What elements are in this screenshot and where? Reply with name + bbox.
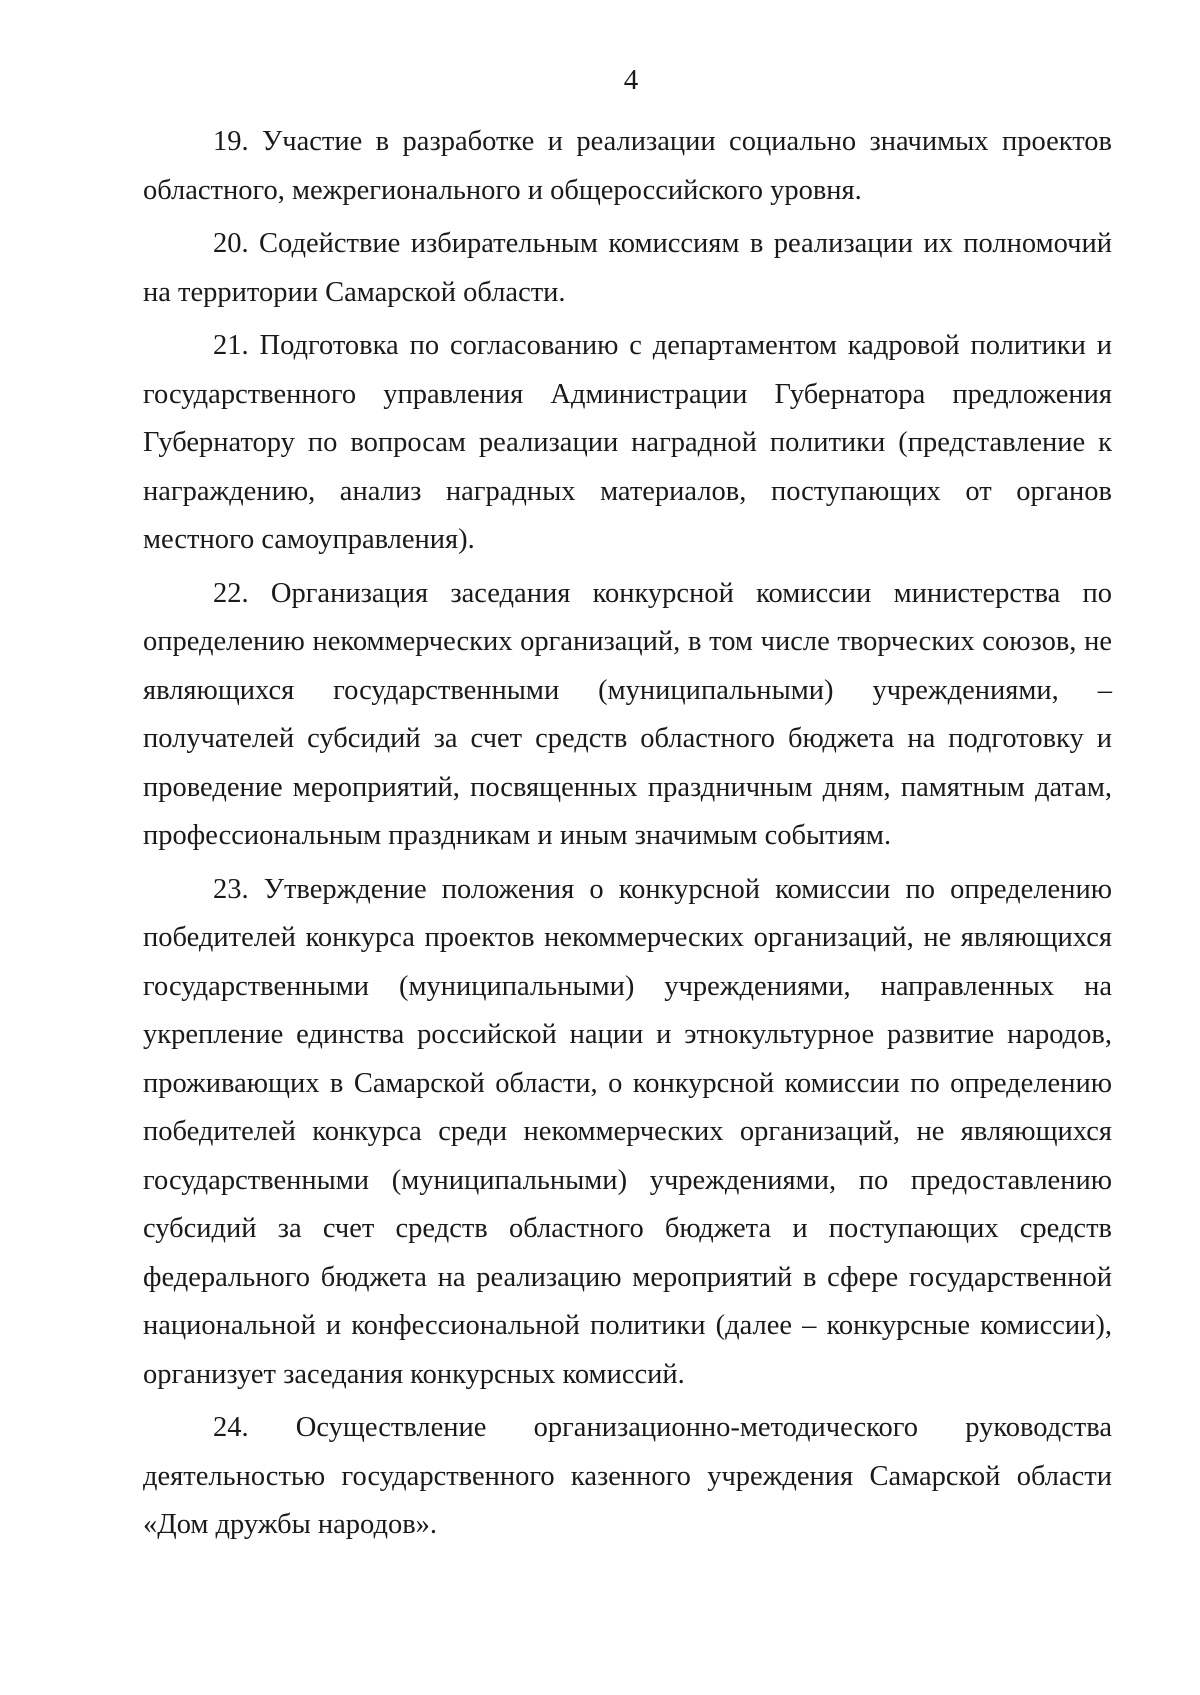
paragraph-item-23: 23. Утверждение положения о конкурсной комиссии по определению победителей конкурса проектов некоммерческих организаций, не являющихся государственными (муниципальными) учреждениями, направленных на укрепление единства российской нации и этнокультурное развитие народов, проживающих в Самарской области, о конкурсной комиссии по определению победителей конкурса среди некоммерческих организаций, не являющихся государственными (муниципальными) учреждениями, по предоставлению субсидий за счет средств областного бюджета и поступающих средств федерального бюджета на реализацию мероприятий в сфере государственной национальной и конфессиональной политики (далее – конкурсные комиссии), организует заседания конкурсных комиссий. <box>143 873 1112 1390</box>
paragraph-item-24: 24. Осуществление организационно-методического руководства деятельностью государственного казенного учреждения Самарской области «Дом дружбы народов». <box>143 1412 1112 1540</box>
paragraph-item-20: 20. Содействие избирательным комиссиям в реализации их полномочий на территории Самарской области. <box>143 228 1112 308</box>
page-number: 4 <box>623 64 639 96</box>
document-body <box>143 118 1112 1555</box>
paragraph-item-19: 19. Участие в разработке и реализации социально значимых проектов областного, межрегионального и общероссийского уровня. <box>143 126 1112 206</box>
paragraph-item-21: 21. Подготовка по согласованию с департаментом кадровой политики и государственного управления Администрации Губернатора предложения Губернатору по вопросам реализации наградной политики (представление к награждению, анализ наградных материалов, поступающих от органов местного самоуправления). <box>143 330 1112 555</box>
paragraph-item-22: 22. Организация заседания конкурсной комиссии министерства по определению некоммерческих организаций, в том числе творческих союзов, не являющихся государственными (муниципальными) учреждениями, – получателей субсидий за счет средств областного бюджета на подготовку и проведение мероприятий, посвященных праздничным дням, памятным датам, профессиональным праздникам и иным значимым событиям. <box>143 577 1112 851</box>
